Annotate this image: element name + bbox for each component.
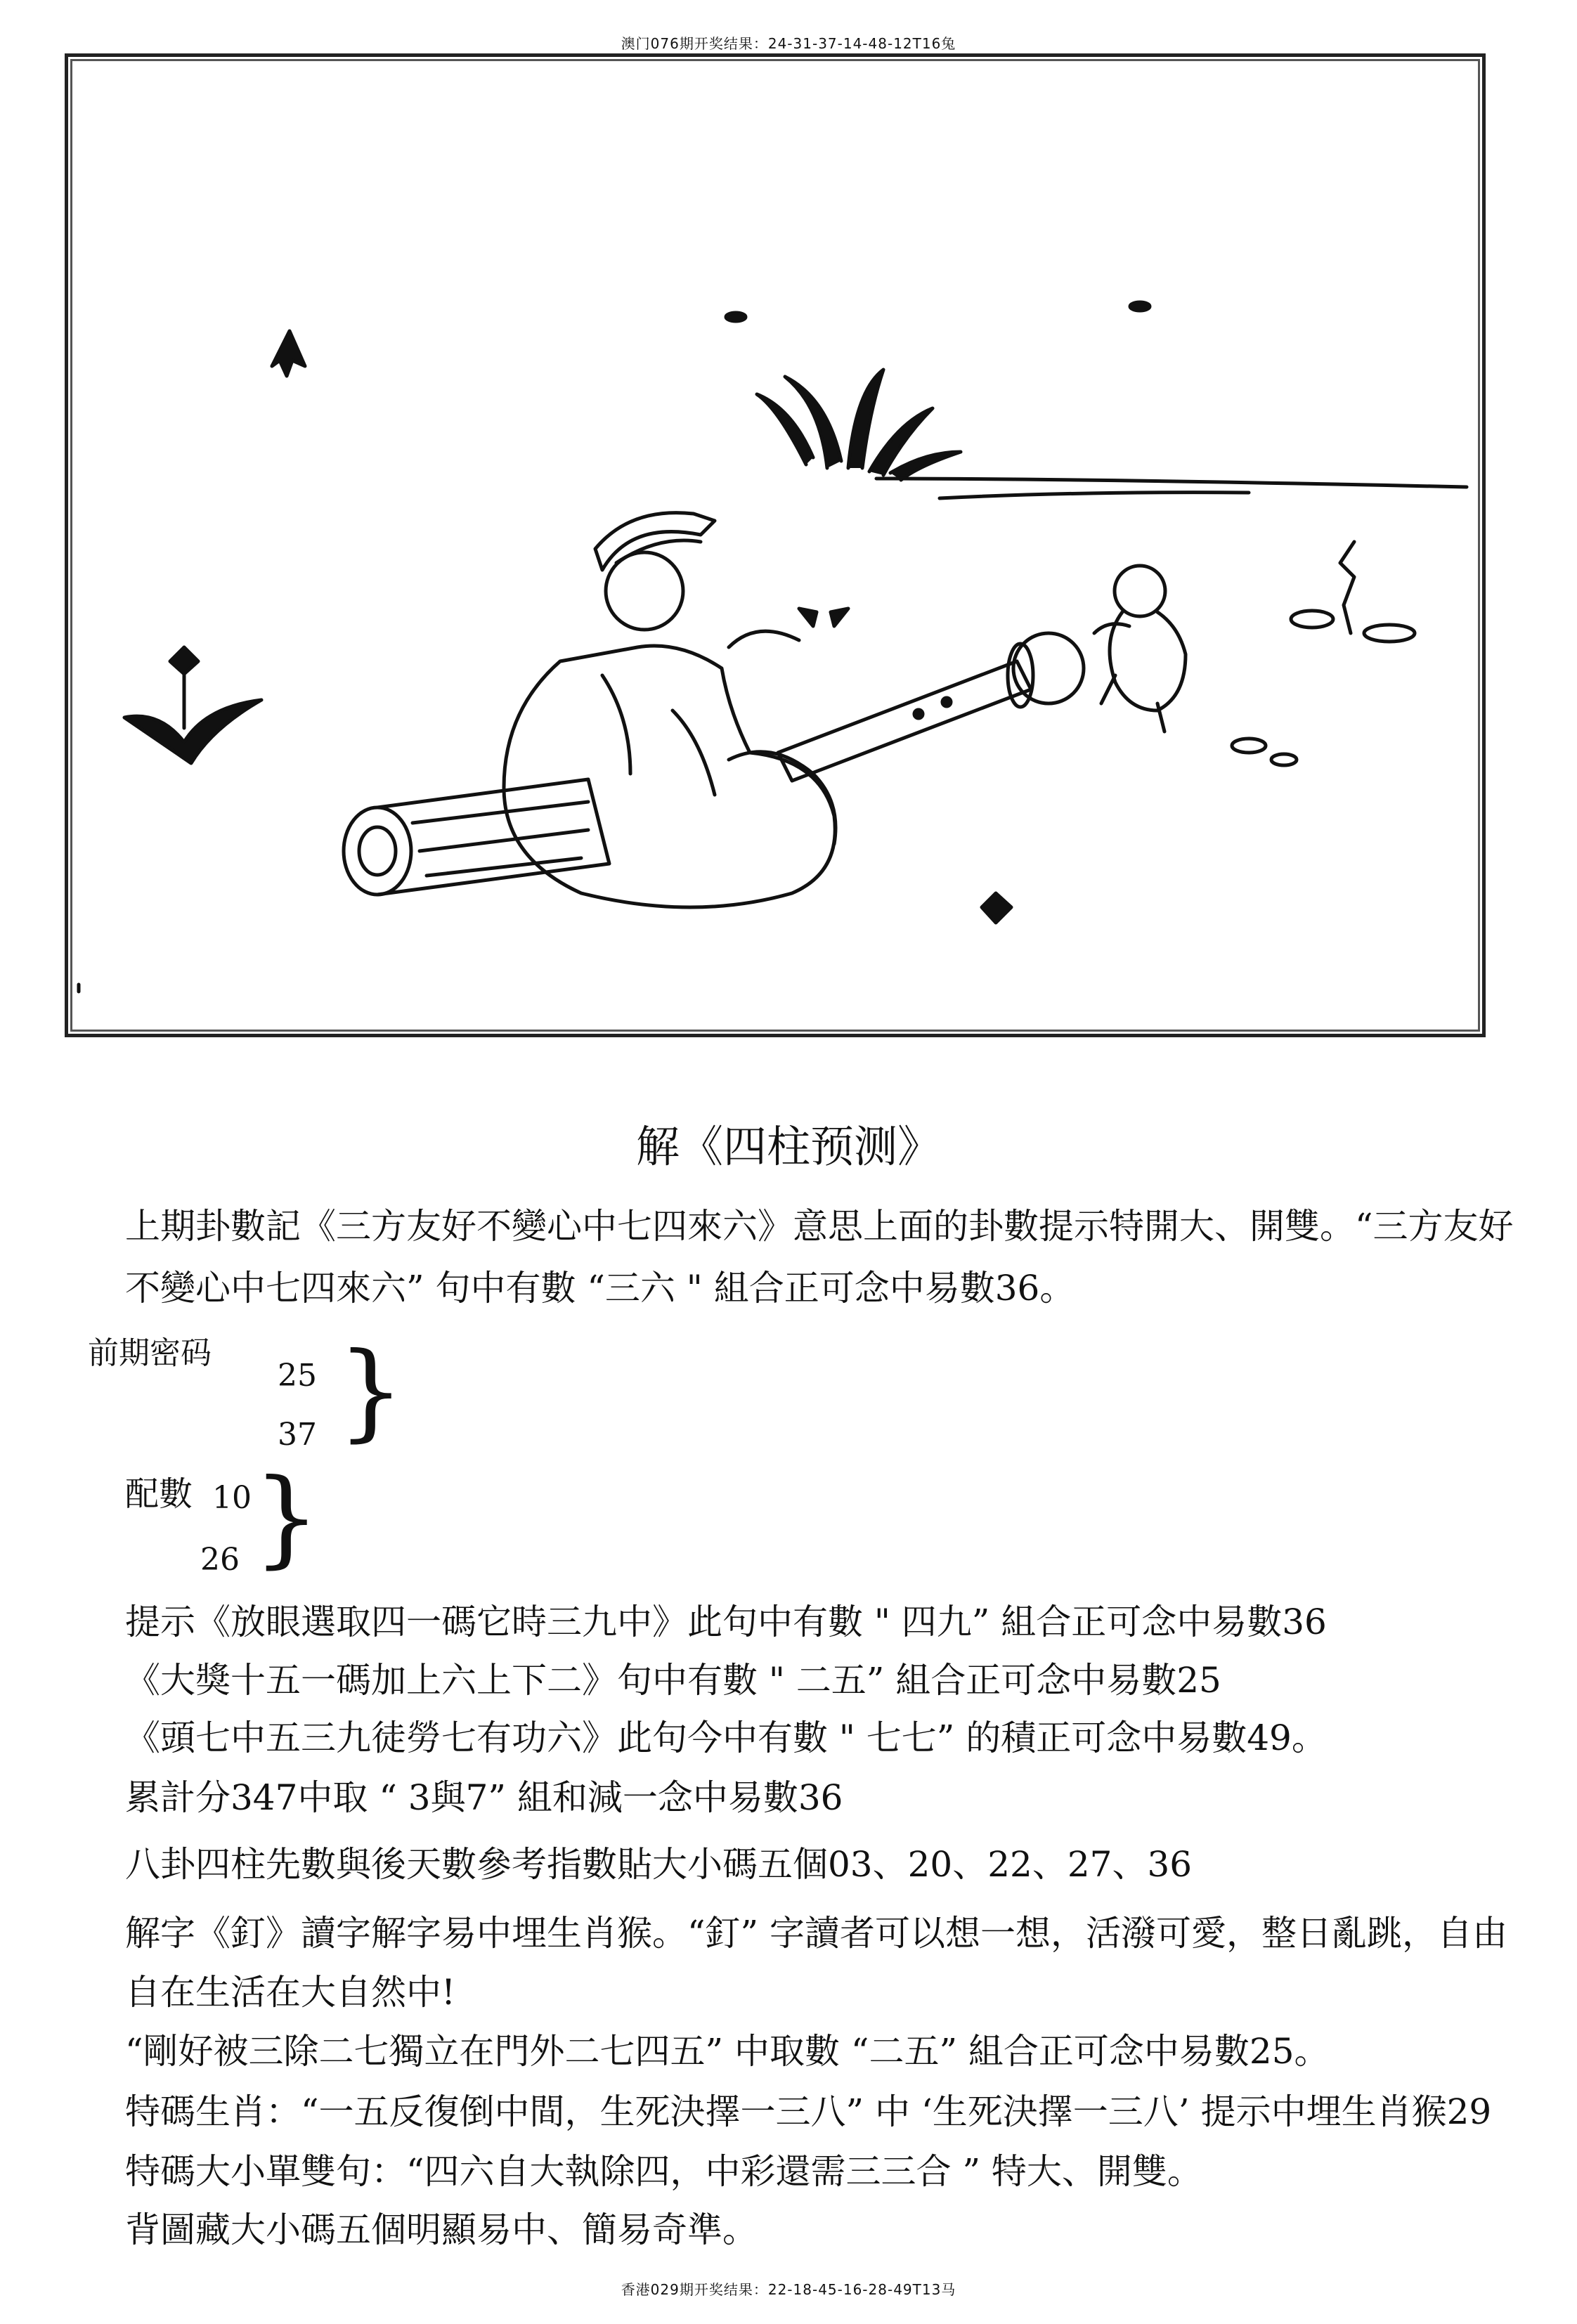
section-title: 解《四柱预测》 bbox=[635, 1121, 941, 1172]
paragraph-line-1: 上期卦數記《三方友好不變心中七四來六》意思上面的卦數提示特開大、開雙。“三方友好 bbox=[125, 1206, 1514, 1247]
hint-line-1: 提示《放眼選取四一碼它時三九中》此句中有數 " 四九” 組合正可念中易數36 bbox=[125, 1602, 1327, 1642]
hint-line-8: “剛好被三除二七獨立在門外二七四五” 中取數 “二五” 組合正可念中易數25。 bbox=[125, 2031, 1330, 2072]
bottom-result-header: 香港029期开奖结果：22-18-45-16-28-49T13马 bbox=[621, 2281, 956, 2298]
previous-code-number-1: 25 bbox=[278, 1358, 317, 1394]
pairing-number-1: 10 bbox=[212, 1480, 252, 1516]
hint-line-9: 特碼生肖：“一五反復倒中間，生死決擇一三八” 中 ‘生死決擇一三八’ 提示中埋生肖猴29 bbox=[125, 2091, 1492, 2132]
hint-line-10: 特碼大小單雙句：“四六自大執除四，中彩還需三三合 ” 特大、開雙。 bbox=[125, 2151, 1202, 2192]
previous-code-number-2: 37 bbox=[278, 1417, 317, 1453]
hint-line-5: 八卦四柱先數與後天數參考指數貼大小碼五個03、20、22、27、36 bbox=[125, 1844, 1193, 1885]
previous-code-brace: } bbox=[337, 1330, 405, 1453]
illustration-boy-monkey bbox=[68, 57, 1482, 1034]
hint-line-3: 《頭七中五三九徒勞七有功六》此句今中有數 " 七七” 的積正可念中易數49。 bbox=[125, 1718, 1327, 1758]
previous-code-label: 前期密码 bbox=[88, 1335, 212, 1371]
hint-line-6: 解字《釘》讀字解字易中埋生肖猴。“釘” 字讀者可以想一想，活潑可愛，整日亂跳，自由 bbox=[125, 1913, 1508, 1954]
pairing-brace: } bbox=[253, 1457, 320, 1579]
top-result-header: 澳门076期开奖结果：24-31-37-14-48-12T16兔 bbox=[621, 35, 956, 52]
hint-line-11: 背圖藏大小碼五個明顯易中、簡易奇準。 bbox=[125, 2209, 758, 2250]
hint-line-2: 《大獎十五一碼加上六上下二》句中有數 " 二五” 組合正可念中易數25 bbox=[125, 1660, 1221, 1701]
hint-line-7: 自在生活在大自然中! bbox=[125, 1972, 456, 2013]
pairing-label: 配數 bbox=[125, 1474, 193, 1514]
paragraph-line-2: 不變心中七四來六” 句中有數 “三六 " 組合正可念中易數36。 bbox=[125, 1268, 1075, 1309]
pairing-number-2: 26 bbox=[200, 1542, 240, 1578]
illustration-frame bbox=[65, 53, 1486, 1037]
hint-line-4: 累計分347中取 “ 3與7” 組和減一念中易數36 bbox=[125, 1777, 843, 1818]
